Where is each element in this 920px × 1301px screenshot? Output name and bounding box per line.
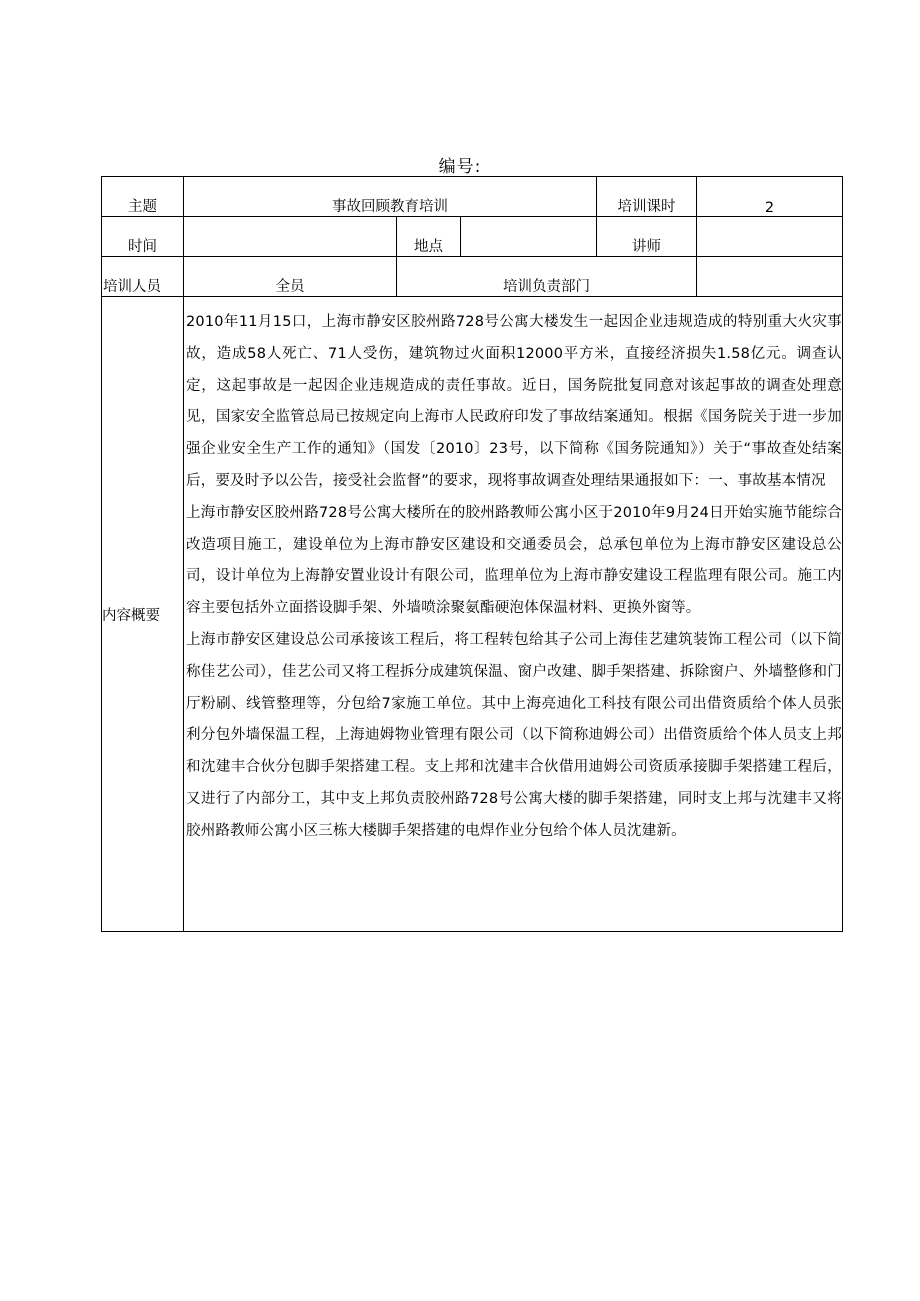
form-row-content: [102, 297, 843, 932]
content-paragraph: 上海市静安区胶州路728号公寓大楼所在的胶州路教师公寓小区于2010年9月24日开始实施节能综合改造项目施工，建设单位为上海市静安区建设和交通委员会，总承包单位为上海市静安区建设总公司，设计单位为上海静安置业设计有限公司，监理单位为上海市静安建设工程监理有限公司。施工内容主要包括外立面搭设脚手架、外墙喷涂聚氨酯硬泡体保温材料、更换外窗等。: [186, 504, 842, 617]
topic-value: 事故回顾教育培训: [184, 177, 597, 217]
form-row-trainees: [102, 257, 843, 297]
content-paragraph: 2010年11月15口，上海市静安区胶州路728号公寓大楼发生一起因企业违规造成的特别重大火灾事故，造成58人死亡、71人受伤，建筑物过火面积12000平方米，直接经济损失1.58亿元。调查认定，这起事故是一起因企业违规造成的责任事故。近日，国务院批复同意对该起事故的调查处理意见，国家安全监管总局已按规定向上海市人民政府印发了事故结案通知。根据《国务院关于进一步加强企业安全生产工作的通知》（国发〔2010〕23号，以下简称《国务院通知》）关于“事故查处结案后，要及时予以公告，接受社会监督”的要求，现将事故调查处理结果通报如下：一、事故基本情况: [186, 314, 842, 489]
lecturer-value: [697, 217, 843, 257]
training-hours-label: 培训课时: [597, 177, 697, 217]
responsible-dept-label: 培训负责部门: [397, 257, 697, 297]
responsible-dept-value: [697, 257, 843, 297]
topic-label: 主题: [102, 177, 184, 217]
location-value: [461, 217, 597, 257]
training-hours-value: 2: [697, 177, 843, 217]
content-summary-body: [184, 297, 843, 932]
form-row-topic: [102, 177, 843, 217]
trainees-value: 全员: [184, 257, 397, 297]
location-label: 地点: [397, 217, 461, 257]
content-paragraph: 上海市静安区建设总公司承接该工程后，将工程转包给其子公司上海佳艺建筑装饰工程公司（以下简称佳艺公司），佳艺公司又将工程拆分成建筑保温、窗户改建、脚手架搭建、拆除窗户、外墙整修和门厅粉刷、线管整理等，分包给7家施工单位。其中上海亮迪化工科技有限公司出借资质给个体人员张利分包外墙保温工程，上海迪姆物业管理有限公司（以下简称迪姆公司）出借资质给个体人员支上邦和沈建丰合伙分包脚手架搭建工程。支上邦和沈建丰合伙借用迪姆公司资质承接脚手架搭建工程后，又进行了内部分工，其中支上邦负责胶州路728号公寓大楼的脚手架搭建，同时支上邦与沈建丰又将胶州路教师公寓小区三栋大楼脚手架搭建的电焊作业分包给个体人员沈建新。: [186, 631, 842, 839]
trainees-label: 培训人员: [102, 257, 184, 297]
lecturer-label: 讲师: [597, 217, 697, 257]
form-row-time: [102, 217, 843, 257]
document-number-label: 编号:: [438, 157, 482, 177]
content-summary-label: 内容概要: [102, 297, 184, 932]
time-label: 时间: [102, 217, 184, 257]
training-record-form: [101, 176, 843, 932]
time-value: [184, 217, 397, 257]
